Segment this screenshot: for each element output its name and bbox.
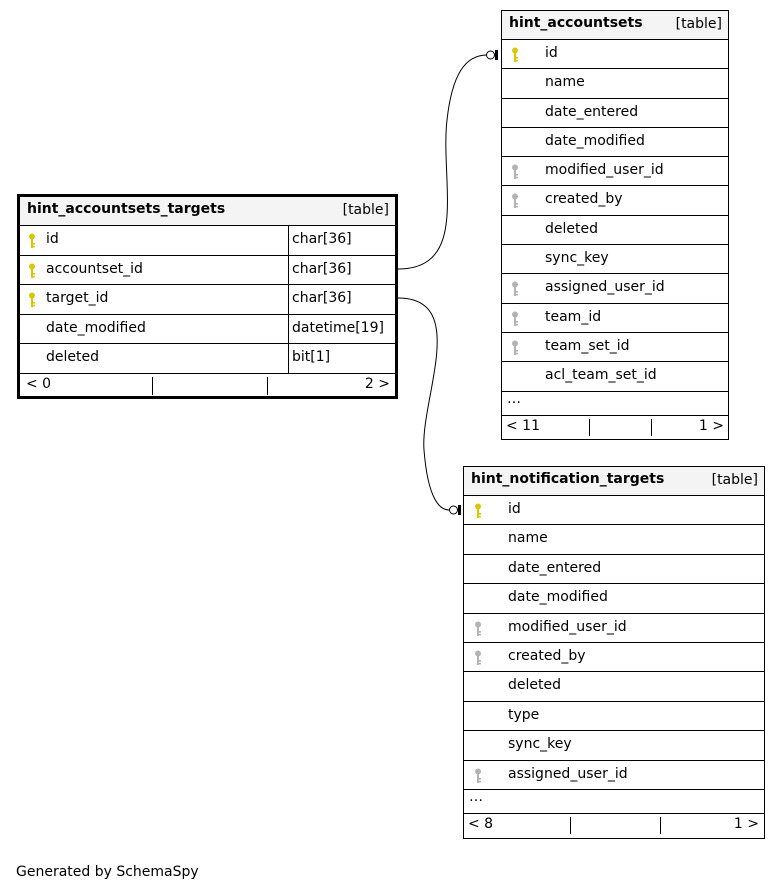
column-name-cell [464,555,764,583]
column-row[interactable] [464,496,764,525]
footer-middle [590,416,651,439]
column-name: date_modified [545,132,645,149]
column-name-cell [20,226,289,255]
edge-target-to-notification [398,298,449,510]
table-kind: [table] [342,202,389,218]
table-hint-notification-targets[interactable] [463,466,765,839]
column-type: bit[1] [292,349,331,365]
column-name-cell [502,216,728,244]
column-name: id [46,231,59,247]
footer-middle [153,374,267,398]
footer-middle [571,814,660,837]
column-list [20,226,395,374]
column-type: datetime[19] [292,319,384,336]
foreign-key-icon [474,650,482,666]
column-row[interactable] [502,128,728,157]
column-name: name [508,530,548,547]
table-hint-accountsets[interactable] [501,10,729,440]
column-name: id [508,501,521,517]
column-name: accountset_id [46,260,143,277]
edge-accountset-to-accountsets [398,55,487,269]
column-row[interactable] [502,362,728,391]
column-name: type [508,706,540,723]
generated-by-credit: Generated by SchemaSpy [16,864,199,880]
edge-one-marker [458,505,461,515]
column-row[interactable] [20,285,395,315]
more-columns-row [502,392,728,416]
foreign-key-icon [474,768,482,784]
column-name-cell [502,69,728,97]
column-row[interactable] [20,226,395,256]
column-name: date_entered [508,559,602,576]
foreign-key-icon [511,311,519,327]
column-row[interactable] [464,525,764,554]
column-row[interactable] [464,614,764,643]
column-name: deleted [508,677,561,694]
column-name-cell [20,344,289,373]
edge-one-marker [495,50,498,60]
column-name: date_modified [46,319,146,336]
column-name-cell [20,256,289,285]
column-name: assigned_user_id [508,765,628,782]
column-name: team_set_id [545,337,630,354]
foreign-key-icon [511,340,519,356]
table-kind: [table] [711,472,758,488]
column-row[interactable] [20,315,395,345]
column-row[interactable] [464,584,764,613]
column-name: date_modified [508,589,608,606]
column-name: modified_user_id [545,162,664,179]
column-name-cell [502,40,728,68]
table-kind: [table] [675,16,722,32]
column-name-cell [502,333,728,361]
column-name-cell [20,315,289,344]
column-row[interactable] [502,245,728,274]
column-name: deleted [46,349,99,365]
column-name-cell [502,274,728,302]
foreign-key-icon [474,621,482,637]
column-row[interactable] [502,69,728,98]
footer-children[interactable]: 1 > [733,815,759,832]
footer-children[interactable]: 2 > [364,375,390,392]
column-type: char[36] [292,231,352,247]
column-name-cell [464,614,764,642]
column-name-cell [502,304,728,332]
table-header [20,197,395,226]
primary-key-icon [474,503,482,519]
table-name[interactable]: hint_notification_targets [471,471,665,487]
column-type: char[36] [292,290,352,306]
table-name[interactable]: hint_accountsets_targets [27,201,226,217]
column-name-cell [464,496,764,524]
column-row[interactable] [502,333,728,362]
column-name-cell [502,186,728,214]
footer-parents[interactable]: < 8 [468,815,494,832]
column-list [464,496,764,790]
column-row[interactable] [502,40,728,69]
foreign-key-icon [511,164,519,180]
table-name[interactable]: hint_accountsets [509,15,643,31]
column-row[interactable] [20,344,395,374]
column-type-cell [288,344,395,373]
more-columns-row [464,790,764,814]
column-name-cell [464,702,764,730]
column-name-cell [464,672,764,700]
column-name: id [545,45,558,61]
column-name-cell [502,99,728,127]
column-type-cell [288,315,395,344]
column-name: date_entered [545,103,639,120]
table-footer [20,374,395,398]
column-name: deleted [545,220,598,237]
footer-parents[interactable]: < 0 [26,375,52,392]
table-header [502,11,728,40]
column-row[interactable] [464,555,764,584]
column-type-cell [288,226,395,255]
column-row[interactable] [502,186,728,215]
column-row[interactable] [502,99,728,128]
column-name-cell [502,128,728,156]
column-row[interactable] [502,157,728,186]
column-name: sync_key [508,736,572,753]
column-name-cell [502,245,728,273]
column-row[interactable] [464,643,764,672]
footer-divider [651,419,652,436]
column-row[interactable] [20,256,395,286]
column-name: sync_key [545,250,609,267]
table-hint-accountsets-targets[interactable] [17,194,398,399]
foreign-key-icon [511,281,519,297]
column-name-cell [464,525,764,553]
table-footer [502,416,728,439]
column-name-cell [464,584,764,612]
column-name-cell [502,157,728,185]
column-name: assigned_user_id [545,279,665,296]
table-header [464,467,764,496]
column-list [502,40,728,392]
column-row[interactable] [464,761,764,790]
more-columns: … [469,788,483,805]
column-name-cell [20,285,289,314]
footer-divider [267,377,268,395]
primary-key-icon [28,263,36,279]
table-footer [464,814,764,837]
column-type-cell [288,256,395,285]
column-name: modified_user_id [508,618,627,635]
column-row[interactable] [464,702,764,731]
column-name: name [545,74,585,91]
primary-key-icon [28,233,36,249]
column-name-cell [464,761,764,789]
column-name: created_by [545,191,623,208]
edge-optional-marker [450,506,458,514]
column-name: target_id [46,290,109,306]
column-row[interactable] [502,216,728,245]
primary-key-icon [511,47,519,63]
column-type-cell [288,285,395,314]
column-name-cell [464,731,764,759]
footer-divider [660,817,661,834]
footer-children[interactable]: 1 > [698,417,724,434]
column-name-cell [502,362,728,390]
column-type: char[36] [292,260,352,277]
column-row[interactable] [502,304,728,333]
footer-parents[interactable]: < 11 [506,417,540,434]
column-name: created_by [508,647,586,664]
more-columns: … [507,390,521,407]
column-name-cell [464,643,764,671]
column-name: acl_team_set_id [545,367,657,384]
column-row[interactable] [502,274,728,303]
primary-key-icon [28,292,36,308]
edge-optional-marker [487,51,495,59]
foreign-key-icon [511,193,519,209]
column-row[interactable] [464,672,764,701]
column-row[interactable] [464,731,764,760]
column-name: team_id [545,308,602,325]
